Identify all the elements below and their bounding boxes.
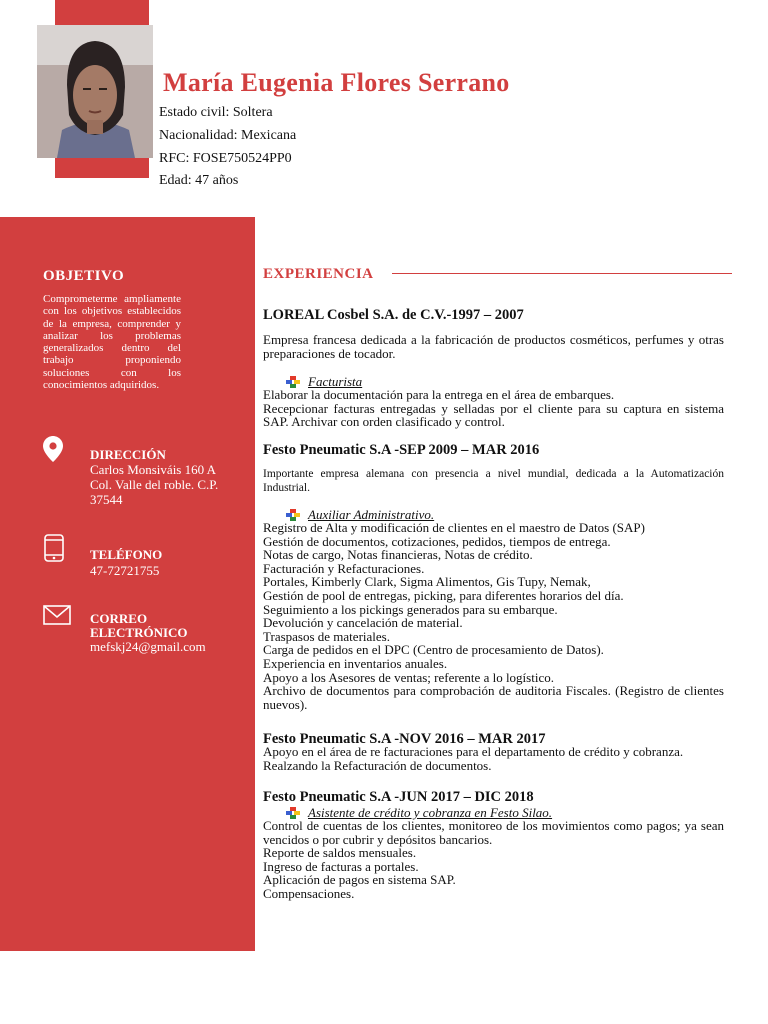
header-accent-top	[55, 0, 149, 25]
job3-heading: Festo Pneumatic S.A -NOV 2016 – MAR 2017	[263, 731, 546, 747]
objective-text: Comprometerme ampliamente con los objetivos establecidos de la empresa, comprender y analizar los problemas generalizados dentro del trabajo proponiendo soluciones con los conocimientos adquiridos.	[43, 293, 181, 392]
phone-value: 47-72721755	[90, 563, 160, 578]
nationality: Nacionalidad: Mexicana	[159, 128, 297, 143]
job2-description: Importante empresa alemana con presencia a nivel mundial, dedicada a la Automatización Industrial.	[263, 468, 724, 494]
job3-duty: Realzando la Refacturación de documentos.	[263, 757, 492, 773]
profile-photo	[37, 25, 153, 158]
job4-role-label: Asistente de crédito y cobranza en Festo Silao.	[308, 805, 553, 820]
job1-duty: Elaborar la documentación para la entrega en el área de embarques.	[263, 387, 615, 402]
location-pin-icon	[43, 436, 63, 467]
job2-duty: Apoyo a los Asesores de ventas; referente a lo logístico.	[263, 669, 554, 685]
job2-duty: Facturación y Refacturaciones.	[263, 560, 425, 576]
job2-duty: Portales, Kimberly Clark, Sigma Alimentos, Gis Tupy, Nemak,	[263, 574, 591, 590]
address-label: DIRECCIÓN	[90, 447, 166, 462]
sidebar	[0, 217, 255, 951]
job2-duty: Seguimiento a los pickings generados para su embarque.	[263, 601, 558, 617]
job2-duty: Gestión de pool de entregas, picking, para diferentes horarios del día.	[263, 587, 624, 603]
experience-title: EXPERIENCIA	[263, 266, 374, 282]
job4-duty: Control de cuentas de los clientes, monitoreo de los movimientos como pagos; ya sean vencidos o por cubrir y depósitos bancarios.	[263, 818, 724, 847]
phone-label: TELÉFONO	[90, 547, 163, 562]
job2-duty: Traspasos de materiales.	[263, 628, 390, 644]
job2-duty: Devolución y cancelación de material.	[263, 615, 463, 631]
email-value: mefskj24@gmail.com	[90, 639, 206, 654]
job4-duty: Compensaciones.	[263, 885, 355, 901]
job2-duty: Registro de Alta y modificación de clientes en el maestro de Datos (SAP)	[263, 520, 645, 535]
envelope-icon	[43, 605, 71, 630]
job2-heading: Festo Pneumatic S.A -SEP 2009 – MAR 2016	[263, 442, 540, 458]
job1-description: Empresa francesa dedicada a la fabricación de productos cosméticos, perfumes y otras preparaciones de tocador.	[263, 332, 724, 361]
rfc: RFC: FOSE750524PP0	[159, 151, 292, 166]
job4-duty: Aplicación de pagos en sistema SAP.	[263, 872, 456, 888]
experience-divider	[392, 273, 732, 274]
job2-duty: Archivo de documentos para comprobación de auditoria Fiscales. (Registro de clientes nuevos).	[263, 683, 724, 712]
address-value: Carlos Monsiváis 160 A Col. Valle del roble. C.P. 37544	[90, 462, 219, 507]
job1-duty: Recepcionar facturas entregadas y selladas por el cliente para su captura en sistema SAP. Archivar con orden clasificado y control.	[263, 400, 724, 430]
job2-duty: Gestión de documentos, cotizaciones, pedidos, tiempos de entrega.	[263, 533, 611, 549]
job2-duty: Notas de cargo, Notas financieras, Notas de crédito.	[263, 547, 533, 563]
job2-duty: Carga de pedidos en el DPC (Centro de procesamiento de Datos).	[263, 642, 604, 658]
job4-duty: Ingreso de facturas a portales.	[263, 858, 419, 874]
candidate-name: María Eugenia Flores Serrano	[163, 68, 510, 97]
civil-status: Estado civil: Soltera	[159, 105, 273, 120]
job1-heading: LOREAL Cosbel S.A. de C.V.-1997 – 2007	[263, 307, 524, 323]
phone-icon	[44, 534, 64, 567]
job1-duties	[263, 388, 724, 429]
email-label-line2: ELECTRÓNICO	[90, 625, 188, 640]
job2-duty: Experiencia en inventarios anuales.	[263, 655, 448, 671]
job4-heading: Festo Pneumatic S.A -JUN 2017 – DIC 2018	[263, 789, 534, 805]
job2-role-label: Auxiliar Administrativo.	[308, 507, 435, 522]
objective-title: OBJETIVO	[43, 268, 125, 284]
job4-duty: Reporte de saldos mensuales.	[263, 845, 417, 861]
header-accent-bottom	[55, 158, 149, 178]
job2-duties	[263, 521, 724, 711]
job3-duties	[263, 745, 724, 772]
age: Edad: 47 años	[159, 173, 239, 188]
job4-duties	[263, 819, 724, 901]
job1-role-label: Facturista	[308, 374, 363, 389]
email-label-line1: CORREO	[90, 611, 148, 626]
job3-duty: Apoyo en el área de re facturaciones para el departamento de crédito y cobranza.	[263, 744, 684, 759]
